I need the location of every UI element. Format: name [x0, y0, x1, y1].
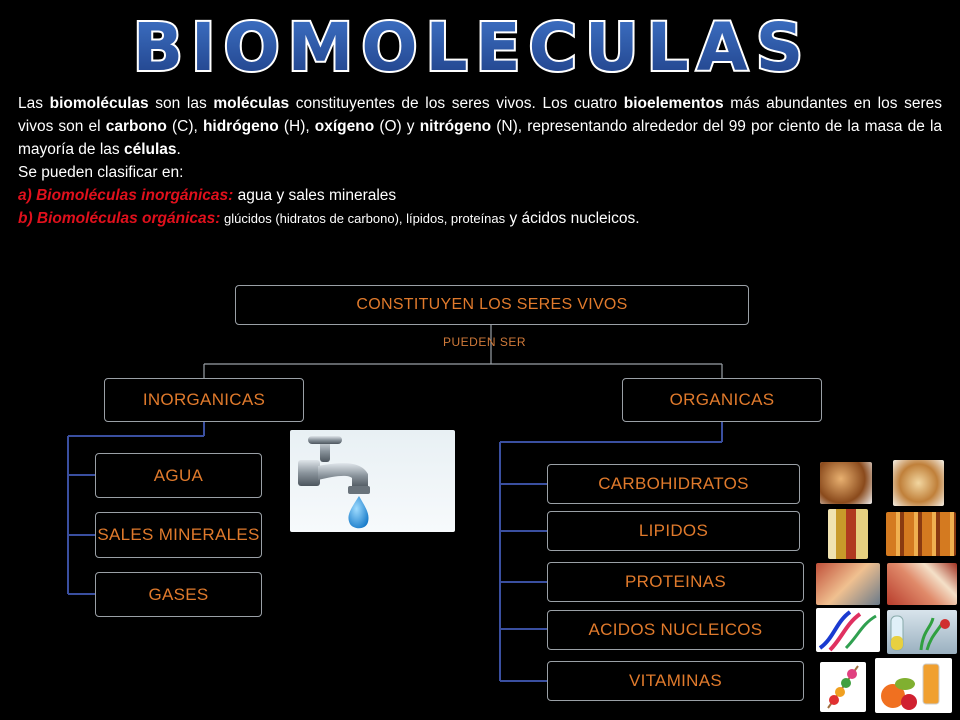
item-lipidos: LIPIDOS — [547, 511, 800, 551]
bread-image — [820, 462, 872, 504]
inorganic-box: INORGANICAS — [104, 378, 304, 422]
intro-text — [18, 92, 942, 230]
meat-cuts-image — [887, 563, 957, 605]
page-title — [0, 6, 960, 86]
fruit-juice-image — [875, 658, 952, 713]
connector-label: PUEDEN SER — [443, 335, 527, 349]
item-sales-minerales: SALES MINERALES — [95, 512, 262, 558]
title-text: BIOMOLECULAS — [132, 9, 812, 86]
inorganic-definition: a) Biomoléculas inorgánicas: agua y sales minerales — [18, 187, 397, 204]
pastries-image — [893, 460, 944, 506]
water-faucet-image — [290, 430, 455, 532]
item-proteinas: PROTEINAS — [547, 562, 804, 602]
item-vitaminas: VITAMINAS — [547, 661, 804, 701]
item-acidos-nucleicos: ACIDOS NUCLEICOS — [547, 610, 804, 650]
item-gases: GASES — [95, 572, 262, 617]
organic-box: ORGANICAS — [622, 378, 822, 422]
fruit-skewers-image — [820, 662, 866, 712]
dna-image — [816, 608, 880, 652]
meat-fish-image — [816, 563, 880, 605]
fried-food-image — [886, 512, 956, 556]
item-carbohidratos: CARBOHIDRATOS — [547, 464, 800, 504]
intro-paragraph: Las biomoléculas son las moléculas constituyentes de los seres vivos. Los cuatro bioelementos más abundantes en los seres vivos son el carbono (C), hidrógeno (H), oxígeno (O) y nitrógeno (N), representando alrededor del 99 por ciento de la masa de la mayoría de las células. — [18, 95, 943, 158]
title-graphic — [0, 6, 960, 86]
item-agua: AGUA — [95, 453, 262, 498]
root-box: CONSTITUYEN LOS SERES VIVOS — [235, 285, 749, 325]
dna-test-tubes-image — [887, 610, 957, 654]
classification-intro: Se pueden clasificar en: — [18, 164, 184, 181]
oil-bottles-image — [828, 509, 868, 559]
organic-definition: b) Biomoléculas orgánicas: glúcidos (hidratos de carbono), lípidos, proteínas y ácidos nucleicos. — [18, 210, 640, 227]
